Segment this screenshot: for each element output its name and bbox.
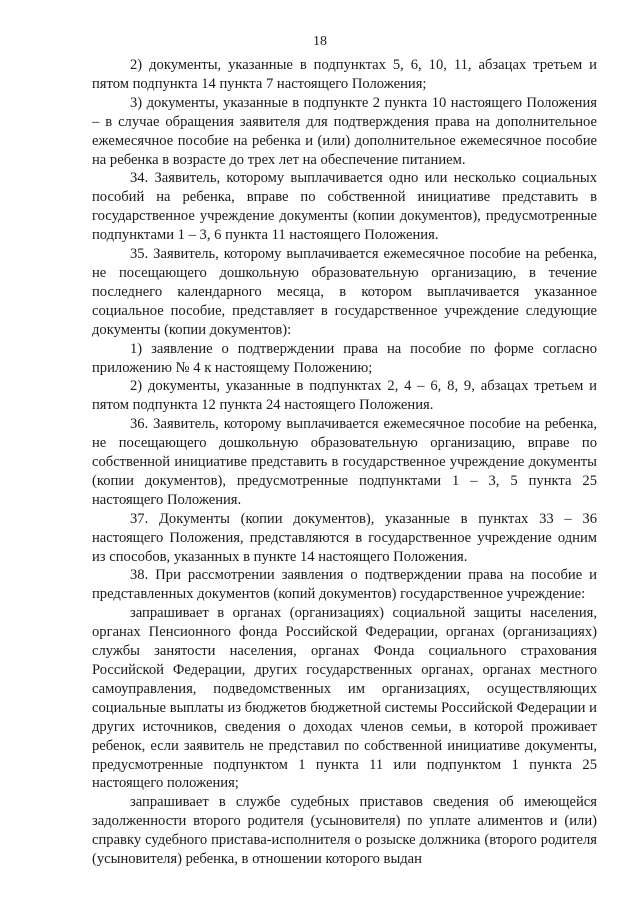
page-number: 18 <box>313 34 327 49</box>
paragraph-35-item-1: 1) заявление о подтверждении права на пособие по форме согласно приложению № 4 к настоящему Положению; <box>92 340 597 376</box>
paragraph-35: 35. Заявитель, которому выплачивается ежемесячное пособие на ребенка, не посещающего дошкольную образовательную организацию, в течение последнего календарного месяца, в котором выплачивается указанное социальное пособие, представляет в государственное учреждение следующие документы (копии документов): <box>92 246 597 338</box>
paragraph-37: 37. Документы (копии документов), указанные в пунктах 33 – 36 настоящего Положения, представляются в государственное учреждение одним из способов, указанных в пункте 14 настоящего Положения. <box>92 510 597 565</box>
paragraph-38-request-bailiff: запрашивает в службе судебных приставов сведения об имеющейся задолженности второго родителя (усыновителя) по уплате алиментов и (или) справку судебного пристава-исполнителя о розыске должника (второго родителя (усыновителя) ребенка, в отношении которого выдан <box>92 794 597 868</box>
paragraph-34: 34. Заявитель, которому выплачивается одно или несколько социальных пособий на ребенка, вправе по собственной инициативе представить в государственное учреждение документы (копии документов), предусмотренные подпунктами 1 – 3, 6 пункта 11 настоящего Положения. <box>92 170 597 244</box>
paragraph-35-item-2: 2) документы, указанные в подпунктах 2, 4 – 6, 8, 9, абзацах третьем и пятом подпункта 12 пункта 24 настоящего Положения. <box>92 378 597 414</box>
paragraph-38-request-income: запрашивает в органах (организациях) социальной защиты населения, органах Пенсионного фонда Российской Федерации, органах (организациях) службы занятости населения, органах Фонда социального страхования Российской Федерации, других государственных органах, органах местного самоуправления, подведомственных им организациях, осуществляющих социальные выплаты из бюджетов бюджетной системы Российской Федерации и других источников, сведения о доходах членов семьи, в которой проживает ребенок, если заявитель не представил по собственной инициативе документы, предусмотренные подпунктом 1 пункта 11 или подпунктом 1 пункта 25 настоящего положения; <box>92 605 597 792</box>
document-body <box>92 56 597 869</box>
paragraph-38: 38. При рассмотрении заявления о подтверждении права на пособие и представленных документов (копий документов) государственное учреждение: <box>92 567 597 603</box>
paragraph-36: 36. Заявитель, которому выплачивается ежемесячное пособие на ребенка, не посещающего дошкольную образовательную организацию, вправе по собственной инициативе представить в государственное учреждение документы (копии документов), предусмотренные подпунктами 1 – 3, 5 пункта 25 настоящего Положения. <box>92 416 597 508</box>
paragraph-item-2: 2) документы, указанные в подпунктах 5, 6, 10, 11, абзацах третьем и пятом подпункта 14 пункта 7 настоящего Положения; <box>92 57 597 92</box>
paragraph-item-3: 3) документы, указанные в подпункте 2 пункта 10 настоящего Положения – в случае обращения заявителя для подтверждения права на дополнительное ежемесячное пособие на ребенка и (или) дополнительное ежемесячное пособие на ребенка в возрасте до трех лет на обеспечение питанием. <box>92 94 597 168</box>
